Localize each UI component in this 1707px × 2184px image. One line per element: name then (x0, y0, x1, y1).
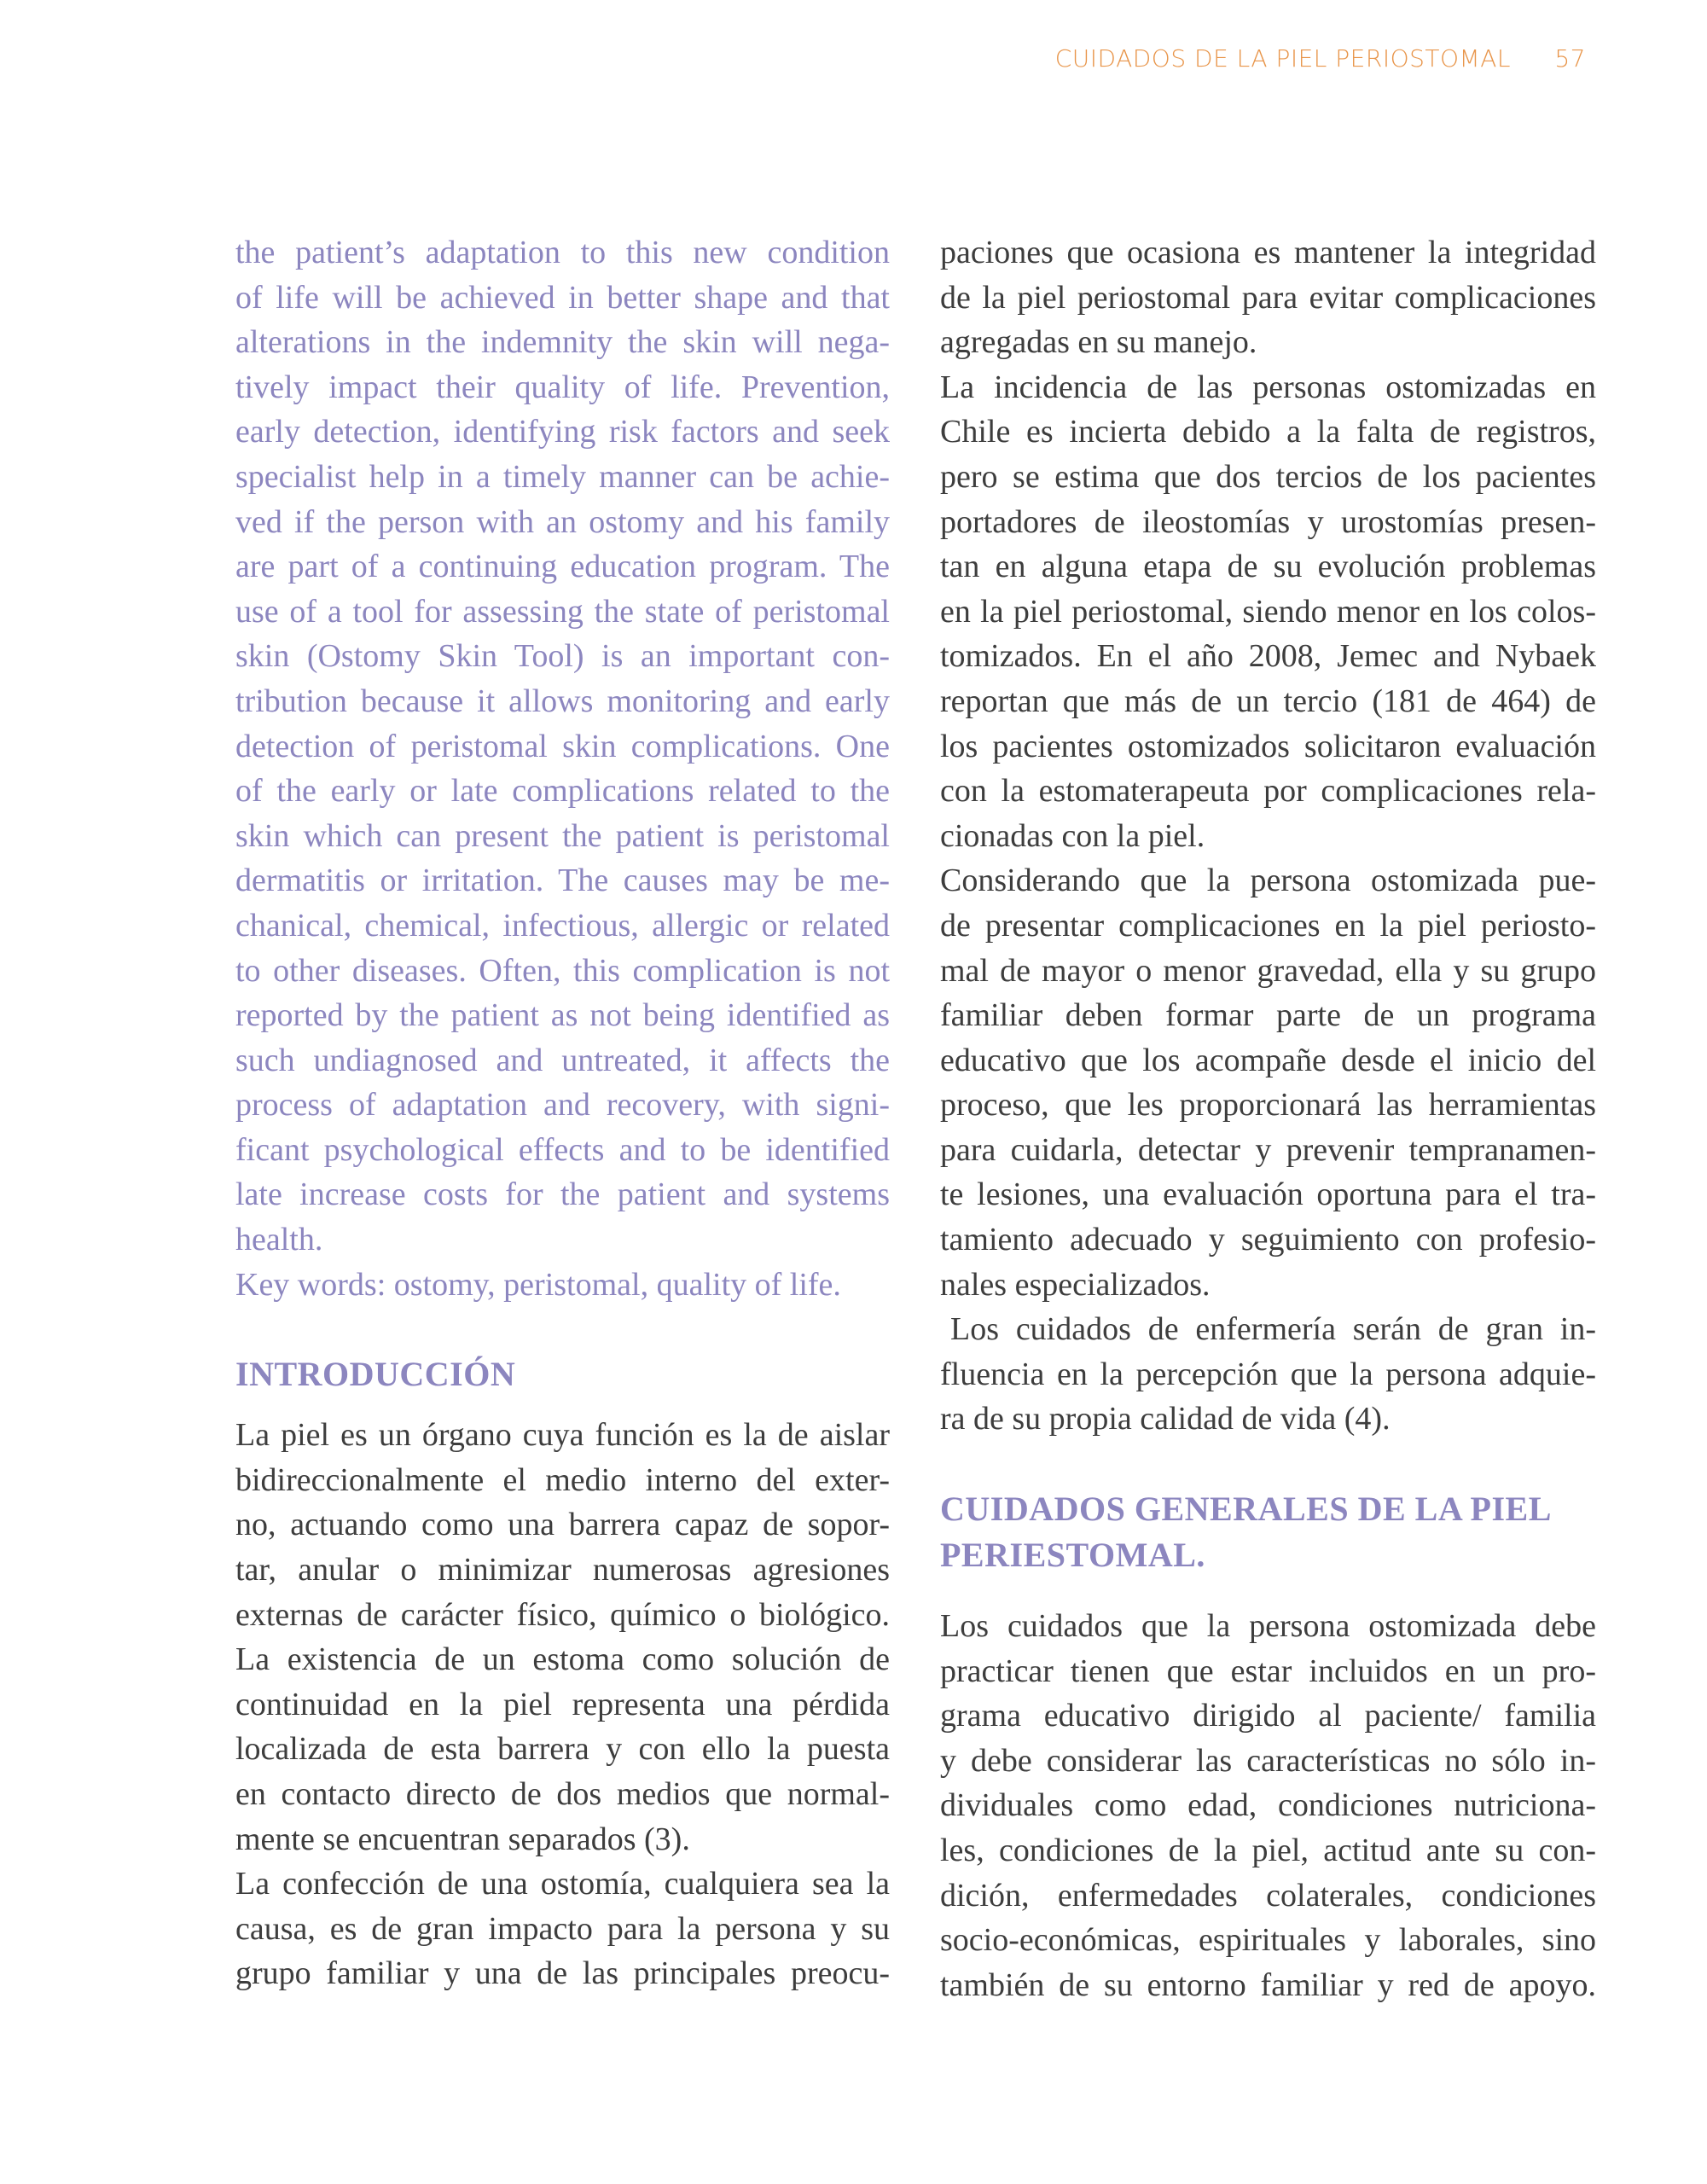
body-line: La confección de una ostomía, cualquiera sea la (235, 1866, 890, 1902)
abstract-line: ved if the person with an ostomy and his family (235, 503, 890, 540)
body-line: La piel es un órgano cuya función es la de aislar (235, 1417, 890, 1454)
body-line: dición, enfermedades colaterales, condiciones (940, 1877, 1596, 1914)
abstract-line: chanical, chemical, infectious, allergic or related (235, 907, 890, 944)
body-line: educativo que los acompañe desde el inicio del (940, 1042, 1596, 1078)
body-line: tamiento adecuado y seguimiento con profesio- (940, 1222, 1596, 1258)
abstract-line: skin which can present the patient is peristomal (235, 817, 890, 854)
spacer (235, 1307, 890, 1351)
body-line: practicar tienen que estar incluidos en un pro- (940, 1653, 1596, 1689)
section-heading-line: PERIESTOMAL. (940, 1536, 1205, 1575)
body-line: les, condiciones de la piel, actitud ante su con- (940, 1833, 1596, 1868)
body-line: no, actuando como una barrera capaz de sopor- (235, 1507, 890, 1543)
body-line: dividuales como edad, condiciones nutriciona- (940, 1787, 1596, 1824)
body-line: también de su entorno familiar y red de apoyo. (940, 1966, 1596, 2003)
running-header (1055, 44, 1586, 73)
abstract-english (235, 230, 890, 1307)
body-line: Chile es incierta debido a la falta de registros, (940, 414, 1596, 450)
body-line: paciones que ocasiona es mantener la integridad (940, 235, 1596, 270)
abstract-line: late increase costs for the patient and systems (235, 1176, 890, 1213)
paragraph-considering (940, 858, 1596, 1307)
intro-paragraph-2 (235, 1862, 890, 1996)
body-line: nales especializados. (940, 1266, 1211, 1303)
body-line: reportan que más de un tercio (181 de 464) de (940, 682, 1596, 719)
abstract-line: specialist help in a timely manner can be achie- (235, 458, 890, 495)
intro-paragraph (235, 1413, 890, 1862)
left-column (235, 230, 890, 1996)
body-line: socio-económicas, espirituales y laborales, sino (940, 1922, 1596, 1959)
body-line: localizada de esta barrera y con ello la puesta (235, 1731, 890, 1768)
body-line: Considerando que la persona ostomizada pue- (940, 863, 1596, 899)
section-heading-line: CUIDADOS GENERALES DE LA PIEL (940, 1490, 1552, 1529)
body-line: pero se estima que dos tercios de los pacientes (940, 458, 1596, 495)
paragraph-nursing-care (940, 1307, 1596, 1352)
abstract-line: reported by the patient as not being identified as (235, 997, 890, 1034)
paragraph-nursing-care-cont (940, 1352, 1596, 1442)
abstract-line: detection of peristomal skin complications. One (235, 728, 890, 764)
body-line: familiar deben formar parte de un programa (940, 997, 1596, 1034)
right-column (940, 230, 1596, 2007)
body-line: Los cuidados de enfermería serán de gran in- (950, 1311, 1596, 1348)
body-line: cionadas con la piel. (940, 817, 1205, 854)
abstract-line: skin (Ostomy Skin Tool) is an important con- (235, 638, 890, 675)
body-line: tar, anular o minimizar numerosas agresiones (235, 1552, 890, 1589)
paragraph-general-care (940, 1604, 1596, 2007)
abstract-line: of life will be achieved in better shape and that (235, 279, 890, 316)
keywords: Key words: ostomy, peristomal, quality of life. (235, 1266, 841, 1303)
intro-heading: INTRODUCCIÓN (235, 1355, 516, 1394)
body-line: de la piel periostomal para evitar complicaciones (940, 279, 1596, 316)
abstract-line: of the early or late complications related to the (235, 773, 890, 810)
body-line: en contacto directo de dos medios que normal- (235, 1776, 890, 1812)
abstract-line: use of a tool for assessing the state of peristomal (235, 593, 890, 630)
page-number: 57 (1554, 44, 1586, 73)
abstract-line: tribution because it allows monitoring and early (235, 682, 890, 719)
paragraph-incidence (940, 365, 1596, 859)
body-line: te lesiones, una evaluación oportuna para el tra- (940, 1176, 1596, 1213)
body-line: y debe considerar las características no sólo in- (940, 1742, 1596, 1779)
body-line: tan en alguna etapa de su evolución problemas (940, 549, 1596, 585)
abstract-line: dermatitis or irritation. The causes may be me- (235, 863, 890, 899)
body-line: de presentar complicaciones en la piel periosto- (940, 907, 1596, 944)
paragraph-continuation (940, 230, 1596, 365)
abstract-line: are part of a continuing education program. The (235, 549, 890, 585)
body-line: los pacientes ostomizados solicitaron evaluación (940, 728, 1596, 764)
abstract-line: health. (235, 1222, 323, 1258)
abstract-line: ficant psychological effects and to be identified (235, 1131, 890, 1168)
body-line: tomizados. En el año 2008, Jemec and Nybaek (940, 638, 1596, 675)
body-line: externas de carácter físico, químico o biológico. (235, 1596, 890, 1633)
abstract-line: to other diseases. Often, this complication is not (235, 952, 890, 989)
abstract-line: tively impact their quality of life. Prevention, (235, 369, 890, 405)
abstract-line: alterations in the indemnity the skin will nega- (235, 324, 890, 361)
body-line: La existencia de un estoma como solución de (235, 1641, 890, 1678)
body-line: mente se encuentran separados (3). (235, 1821, 690, 1857)
spacer (940, 1578, 1596, 1604)
body-line: proceso, que les proporcionará las herramientas (940, 1087, 1596, 1124)
body-line: continuidad en la piel representa una pérdida (235, 1686, 890, 1722)
body-line: en la piel periostomal, siendo menor en los colos- (940, 593, 1596, 630)
body-line: fluencia en la percepción que la persona adquie- (940, 1356, 1596, 1392)
body-line: con la estomaterapeuta por complicaciones rela- (940, 773, 1596, 810)
running-title: CUIDADOS DE LA PIEL PERIOSTOMAL (1054, 44, 1511, 73)
body-line: grama educativo dirigido al paciente/ familia (940, 1698, 1596, 1734)
body-line: La incidencia de las personas ostomizadas en (940, 369, 1596, 405)
abstract-line: early detection, identifying risk factors and seek (235, 414, 890, 450)
body-line: grupo familiar y una de las principales preocu- (235, 1955, 890, 1992)
body-line: Los cuidados que la persona ostomizada debe (940, 1608, 1596, 1645)
body-line: portadores de ileostomías y urostomías presen- (940, 503, 1596, 540)
body-line: bidireccionalmente el medio interno del exter- (235, 1461, 890, 1498)
body-line: agregadas en su manejo. (940, 324, 1257, 361)
section-heading-general-care (940, 1486, 1596, 1578)
abstract-line: process of adaptation and recovery, with signi- (235, 1087, 890, 1124)
body-line: ra de su propia calidad de vida (4). (940, 1401, 1391, 1438)
abstract-line: such undiagnosed and untreated, it affects the (235, 1042, 890, 1078)
spacer (235, 1397, 890, 1413)
body-line: mal de mayor o menor gravedad, ella y su grupo (940, 952, 1596, 989)
body-line: causa, es de gran impacto para la persona y su (235, 1910, 890, 1947)
body-line: para cuidarla, detectar y prevenir tempranamen- (940, 1131, 1596, 1168)
abstract-line: the patient’s adaptation to this new condition (235, 235, 890, 270)
spacer (940, 1442, 1596, 1486)
